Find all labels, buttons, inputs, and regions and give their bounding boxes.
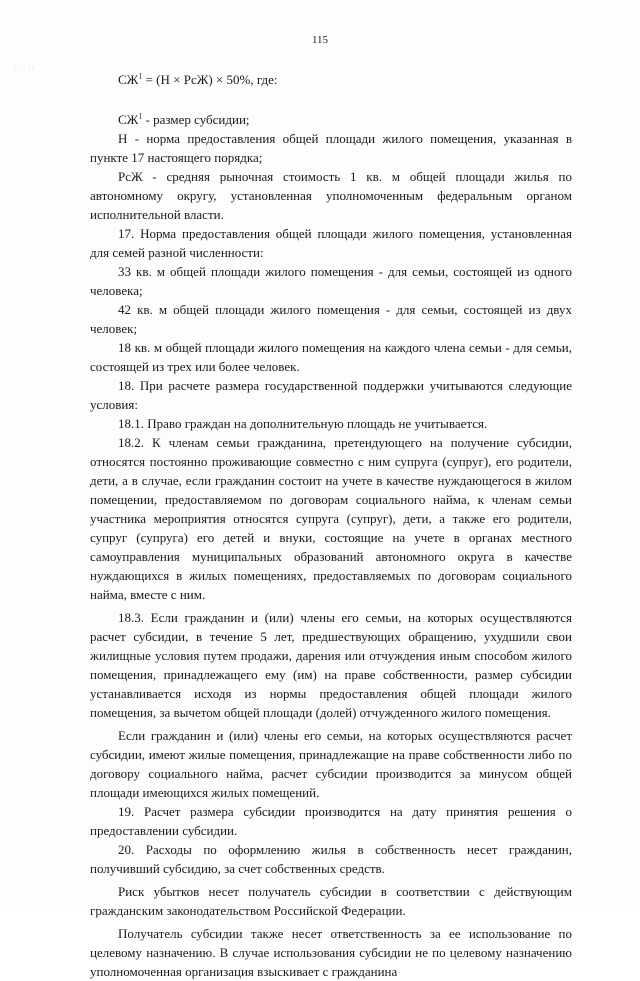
definition-superscript: 1 [138,111,143,121]
page-number: 115 [311,34,329,46]
body-text [90,70,572,981]
definition-rest: - размер субсидии; [142,112,250,127]
clause-17: 17. Норма предоставления общей площади жилого помещения, установленная для семей разной численности: [90,226,572,260]
definition-subsidy-size [90,110,572,129]
clause-20: 20. Расходы по оформлению жилья в собственность несет гражданин, получивший субсидию, за счет собственных средств. [90,842,572,876]
clause-18-3: 18.3. Если гражданин и (или) члены его семьи, на которых осуществляются расчет субсидии, в течение 5 лет, предшествующих обращению, ухудшили свои жилищные условия путем продажи, дарения или отчуждения иным способом жилого помещения, принадлежащего ему (им) на праве собственности, размер субсидии устанавливается исходя из нормы предоставления общей площади жилого помещения, за вычетом общей площади (долей) отчужденного жилого помещения. [90,610,572,720]
clause-18-1: 18.1. Право граждан на дополнительную площадь не учитывается. [118,416,488,431]
definition-market-price: РсЖ - средняя рыночная стоимость 1 кв. м общей площади жилья по автономному округу, установленная уполномоченным федеральным органом исполнительной власти. [90,169,572,222]
risk-of-loss: Риск убытков несет получатель субсидии в соответствии с действующим гражданским законодательством Российской Федерации. [90,884,572,918]
definition-norm: Н - норма предоставления общей площади жилого помещения, указанная в пункте 17 настоящего порядка; [90,131,572,165]
norm-three-or-more: 18 кв. м общей площади жилого помещения на каждого члена семьи - для семьи, состоящей из трех или более человек. [90,340,572,374]
formula-superscript: 1 [138,71,143,81]
scan-artifact: · .· .. [14,63,35,71]
recipient-responsibility: Получатель субсидии также несет ответственность за ее использование по целевому назначению. В случае использования субсидии не по целевому назначению уполномоченная организация взыскивает с гражданина [90,926,572,979]
clause-18: 18. При расчете размера государственной поддержки учитываются следующие условия: [90,378,572,412]
formula-lhs: СЖ [118,72,139,87]
clause-19: 19. Расчет размера субсидии производится на дату принятия решения о предоставлении субсидии. [90,804,572,838]
norm-one-person: 33 кв. м общей площади жилого помещения - для семьи, состоящей из одного человека; [90,264,572,298]
clause-18-3-continued: Если гражданин и (или) члены его семьи, на которых осуществляются расчет субсидии, имеют жилые помещения, принадлежащие на праве собственности либо по договору социального найма, расчет субсидии производится за минусом общей площади имеющихся жилых помещений. [90,728,572,800]
formula-rhs: = (Н × РсЖ) × 50%, где: [142,72,278,87]
norm-two-persons: 42 кв. м общей площади жилого помещения - для семьи, состоящей из двух человек; [90,302,572,336]
subsidy-formula [90,70,572,89]
clause-18-2: 18.2. К членам семьи гражданина, претендующего на получение субсидии, относятся постоянно проживающие совместно с ним супруга (супруг), его родители, дети, а в случае, если гражданин состоит на учете в качестве нуждающегося в жилом помещении, предоставляемом по договорам социального найма, к членам семьи участника мероприятия относятся супруга (супруг), дети, а также его родители, супруг (супруга) его детей и внуки, состоящие на учете в органах местного самоуправления муниципальных образований автономного округа в качестве нуждающихся в жилых помещениях, предоставляемых по договорам социального найма, вместе с ним. [90,435,572,602]
definition-lhs: СЖ [118,112,139,127]
